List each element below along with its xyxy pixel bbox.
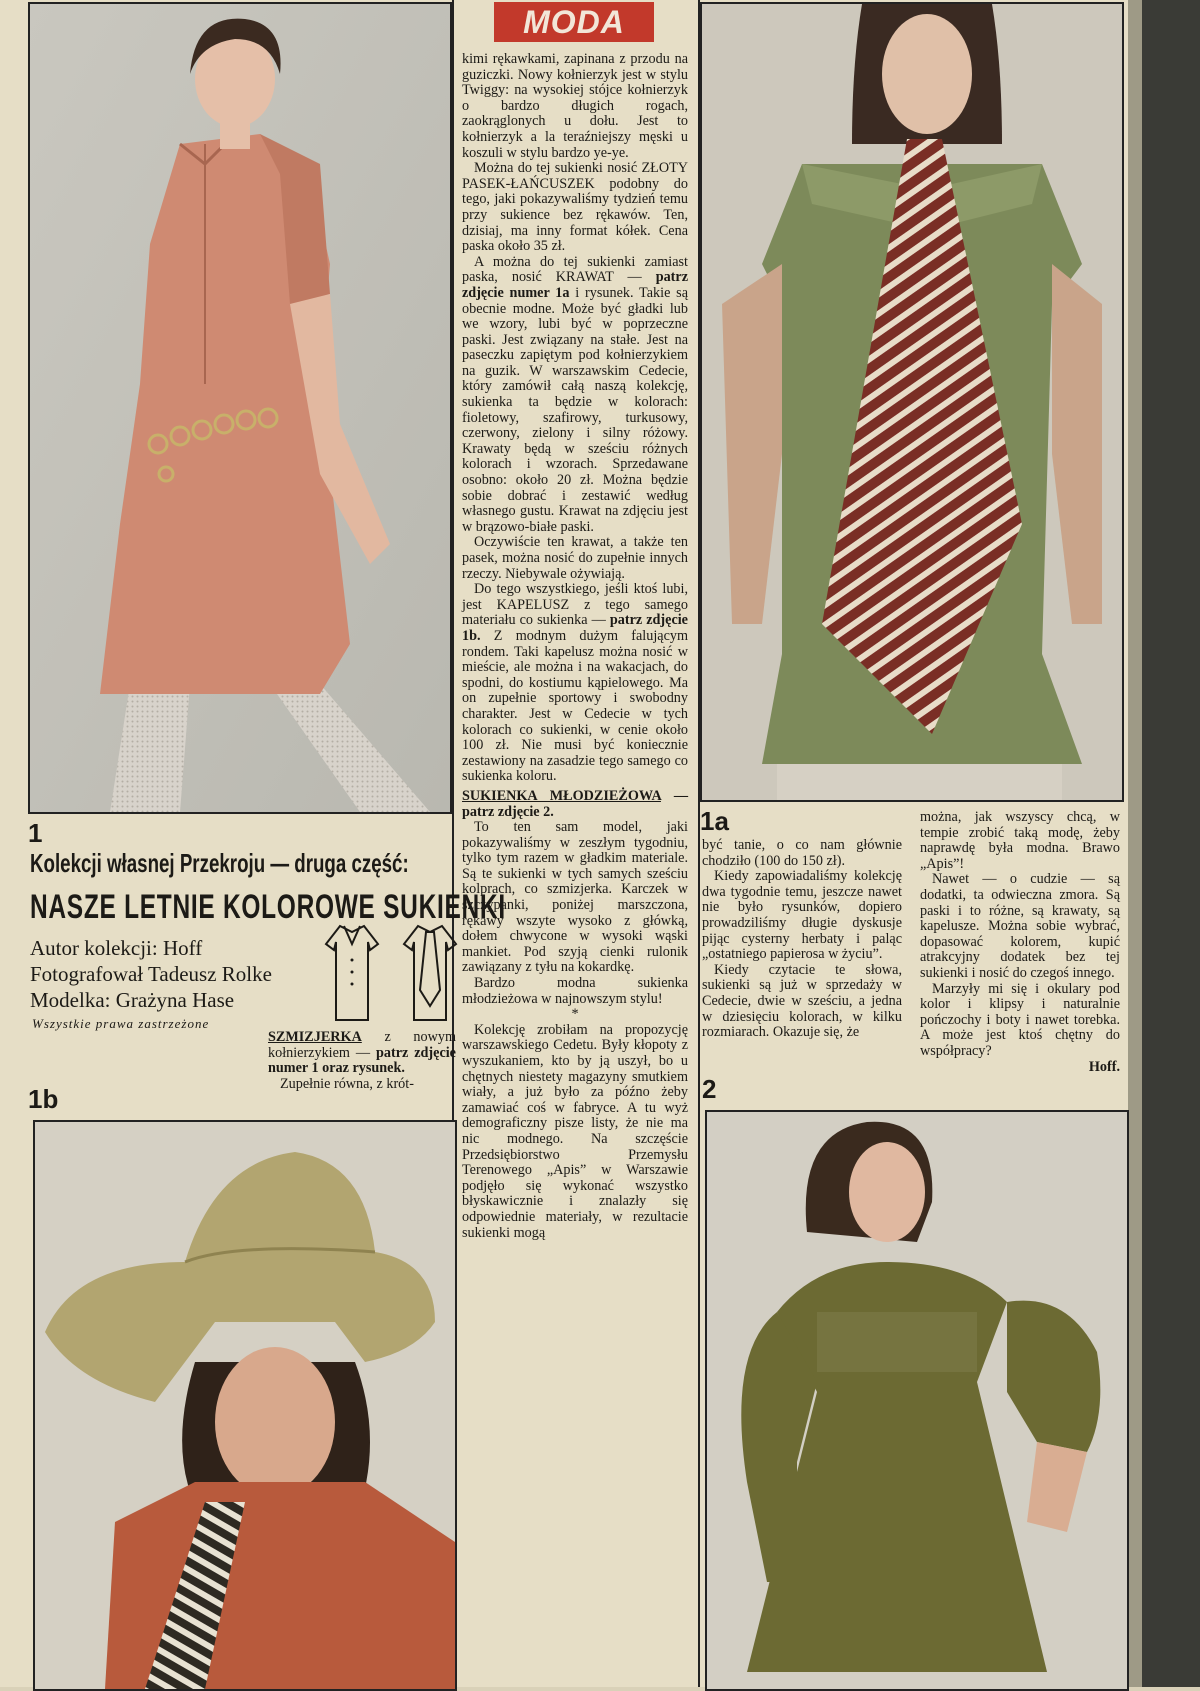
photo-number-1b: 1b bbox=[28, 1084, 59, 1114]
headline-title: NASZE LETNIE KOLOROWE SUKIENKI bbox=[30, 888, 506, 926]
middle-p5a: Do tego wszystkiego, jeśli ktoś lubi, jest KAPELUSZ z tego samego materiału co sukienka — bbox=[462, 581, 688, 629]
middle-p1: kimi rękawkami, zapinana z przodu na guziczki. Nowy kołnierzyk jest w stylu Twiggy: na wysokiej stójce kołnierzyk o bardzo długich rogach, zaokrąglonych u dołu. Jest to kołnierzyk a la teraźniejszy męski u koszuli w stylu bardzo ye-ye. bbox=[462, 51, 688, 161]
middle-p4: Oczywiście ten krawat, a także ten pasek, można nosić do zupełnie innych rzeczy. Niebywale ożywiają. bbox=[462, 534, 688, 582]
photo-number-1: 1 bbox=[28, 818, 43, 848]
photo-2-olive-dress bbox=[705, 1110, 1129, 1691]
credit-photographer: Fotografował Tadeusz Rolke bbox=[30, 962, 272, 986]
right-a-p3: Kiedy czytacie te słowa, sukienki są już w sprzedaży w Cedecie, dwie w sześciu, a jedna w dziesięciu kolorach, w kilku rozmiarach. Okazuje się, że bbox=[702, 961, 902, 1041]
photo-number-2: 2 bbox=[702, 1074, 717, 1104]
photo-number-1a: 1a bbox=[700, 806, 729, 836]
middle-p5b: Z modnym dużym falującym rondem. Taki kapelusz można nosić w mieście, ale można i na wakacjach, do spodni, do kostiumu kąpielowego. Ma on zupełnie sportowy i swobodny charakter. Jest w Cedecie w tych kolorach co sukienki, w cenie około 100 zł. Nie musi być koniecznie zestawiony na zasadzie tego samego co sukienka koloru. bbox=[462, 627, 688, 785]
lead-reference: patrz zdjęcie numer 1 oraz rysunek. bbox=[268, 1044, 456, 1077]
section-star: * bbox=[571, 1006, 579, 1023]
middle-p3a: A można do tej sukienki zamiast paska, nosić KRAWAT — bbox=[462, 253, 688, 286]
subhead-mlodziezowa: SUKIENKA MŁODZIEŻOWA bbox=[462, 787, 661, 804]
credit-author: Autor kolekcji: Hoff bbox=[30, 936, 203, 960]
middle-p3-ref: patrz zdjęcie numer 1a bbox=[462, 269, 688, 301]
sketch-shirtdress bbox=[322, 920, 382, 1029]
sketch-tie-dress bbox=[400, 920, 460, 1029]
photo-1b-hat bbox=[33, 1120, 457, 1691]
middle-p5-ref: patrz zdjęcie 1b. bbox=[462, 612, 688, 644]
right-a-p1: być tanie, o co nam głównie chodziło (100 do 150 zł). bbox=[702, 837, 902, 869]
credit-model: Modelka: Grażyna Hase bbox=[30, 988, 235, 1012]
subhead-mlodziezowa-ref: — patrz zdjęcie 2. bbox=[462, 787, 688, 820]
lead-text: z nowym kołnierzykiem — bbox=[268, 1029, 456, 1061]
headline-kicker: Kolekcji własnej Przekroju — druga część: bbox=[30, 848, 409, 878]
subhead-szmizjerka: SZMIZJERKA bbox=[268, 1029, 362, 1045]
page-fold-shadow bbox=[1128, 0, 1142, 1687]
middle-p2: Można do tej sukienki nosić ZŁOTY PASEK-ŁAŃCUSZEK podobny do tego, jaki pokazywaliśmy tydzień temu przy sukience bez rękawów. Ten, dzisiaj, ma inny format kółek. Cena paska około 35 zł. bbox=[462, 160, 688, 255]
article-column-right-b bbox=[920, 810, 1120, 1075]
photo-1a-tie-dress bbox=[700, 2, 1124, 802]
right-b-p3: Marzyły mi się i okulary pod kolor i klipsy i naturalnie pończochy i boty i nawet torebka. A może jest ktoś chętny do współpracy? bbox=[920, 980, 1120, 1059]
adjacent-page-edge bbox=[1128, 0, 1200, 1687]
article-column-left bbox=[268, 1030, 456, 1092]
right-b-p2: Nawet — o cudzie — są dodatki, ta odwieczna zmora. Są paski i to różne, są krawaty, są kapelusze. Można sobie wybrać, dopasować kolorem, kupić atrakcyjny dodatek bez tej sukienki i nosić do czegoś innego. bbox=[920, 871, 1120, 981]
article-column-middle bbox=[462, 52, 688, 1241]
photo-1-pink-shirtdress bbox=[28, 2, 452, 814]
middle-p7: Bardzo modna sukienka młodzieżowa w najnowszym stylu! bbox=[462, 975, 688, 1007]
article-column-right-a bbox=[702, 838, 902, 1041]
right-a-p2: Kiedy zapowiadaliśmy kolekcję dwa tygodnie temu, jeszcze nawet nie było rysunków, dopiero prowadziliśmy długie dyskusje pijąc cysterny herbaty i paląc „ostatniego papierosa w życiu”. bbox=[702, 868, 902, 963]
section-label: MODA bbox=[494, 2, 654, 42]
author-signature: Hoff. bbox=[1088, 1058, 1120, 1075]
lead-tail: Zupełnie równa, z krót- bbox=[280, 1075, 414, 1092]
rights-notice: Wszystkie prawa zastrzeżone bbox=[32, 1016, 210, 1031]
middle-p6: To ten sam model, jaki pokazywaliśmy w zeszłym tygodniu, tylko tym razem w gładkim materiale. Są te sukienki w tych samych sześciu kolprach, co szmizjerka. Karczek w szczypanki, poniżej marszczona, rękawy wszyte wysoko z główką, dołem chwycone w wysoki wąski mankiet. Pod szyją cienki rulonik zawiązany z tyłu na kokardkę. bbox=[462, 819, 688, 976]
middle-p3b: i rysunek. Takie są obecnie modne. Może być gładki lub we wzory, lubi być w poprzeczne paski. Jest związany na stałe. Jest na paseczku zapiętym pod kołnierzykiem na guzik. W warszawskim Cedecie, który zamówił całą naszą kolekcję, sukienka ta będzie w kolorach: fioletowy, szafirowy, turkusowy, czerwony, zielony i silny różowy. Krawaty będą w sześciu różnych kolorach i wzorach. Sprzedawane osobno: około 20 zł. Można będzie sobie dobrać i zestawić według własnego gustu. Krawat na zdjęciu jest w brązowo-białe paski. bbox=[462, 284, 688, 535]
middle-p8: Kolekcję zrobiłam na propozycję warszawskiego Cedetu. Były kłopoty z wyszukaniem, kto by ją uszył, bo u chętnych niestety magazyny smutkiem wiały, a już było za późno żeby zamawiać coś w fabryce. A tu wyż demograficzny pisze listy, że nie ma nic modnego. Na szczęście Przedsiębiorstwo Przemysłu Terenowego „Apis” w Warszawie podjęło się wykonać wszystko błyskawicznie i znalazły się odpowiednie materiały, w rezultacie sukienki mogą bbox=[462, 1021, 688, 1241]
right-b-p1: można, jak wszyscy chcą, w tempie zrobić taką modę, żeby naprawdę była modna. Brawo „Apis”! bbox=[920, 809, 1120, 872]
column-rule-right bbox=[698, 0, 700, 1687]
